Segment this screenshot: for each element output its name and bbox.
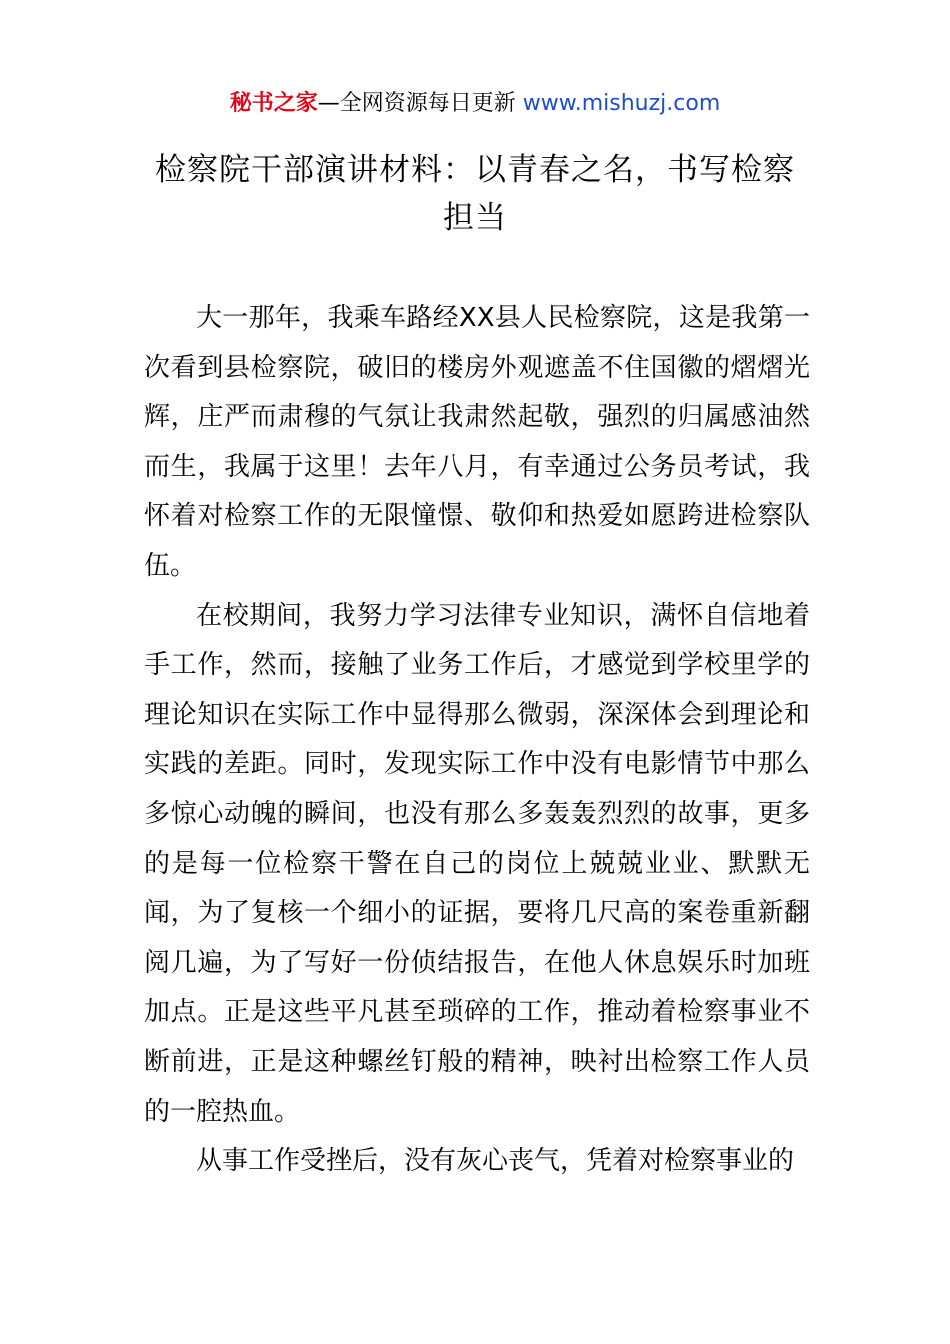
document-body xyxy=(144,294,810,1187)
paragraph: 从事工作受挫后，没有灰心丧气，凭着对检察事业的 xyxy=(196,1146,795,1177)
paragraph: 大一那年，我乘车路经XX县人民检察院，这是我第一次看到县检察院，破旧的楼房外观遮盖不住国徽的熠熠光辉，庄严而肃穆的气氛让我肃然起敬，强烈的归属感油然而生，我属于这里！去年八月，有幸通过公务员考试，我怀着对检察工作的无限憧憬、敬仰和热爱如愿跨进检察队伍。 xyxy=(144,303,810,581)
paragraph: 在校期间，我努力学习法律专业知识，满怀自信地着手工作，然而，接触了业务工作后，才感觉到学校里学的理论知识在实际工作中显得那么微弱，深深体会到理论和实践的差距。同时，发现实际工作中没有电影情节中那么多惊心动魄的瞬间，也没有那么多轰轰烈烈的故事，更多的是每一位检察干警在自己的岗位上兢兢业业、默默无闻，为了复核一个细小的证据，要将几尺高的案卷重新翻阅几遍，为了写好一份侦结报告，在他人休息娱乐时加班加点。正是这些平凡甚至琐碎的工作，推动着检察事业不断前进，正是这种螺丝钉般的精神，映衬出检察工作人员的一腔热血。 xyxy=(144,600,810,1127)
brand-tagline: —全网资源每日更新 xyxy=(317,91,523,116)
brand-name: 秘书之家 xyxy=(229,91,318,116)
document-title: 检察院干部演讲材料：以青春之名，书写检察担当 xyxy=(155,152,795,236)
site-url-link[interactable]: www.mishuzj.com xyxy=(522,91,721,116)
site-banner xyxy=(0,86,950,122)
